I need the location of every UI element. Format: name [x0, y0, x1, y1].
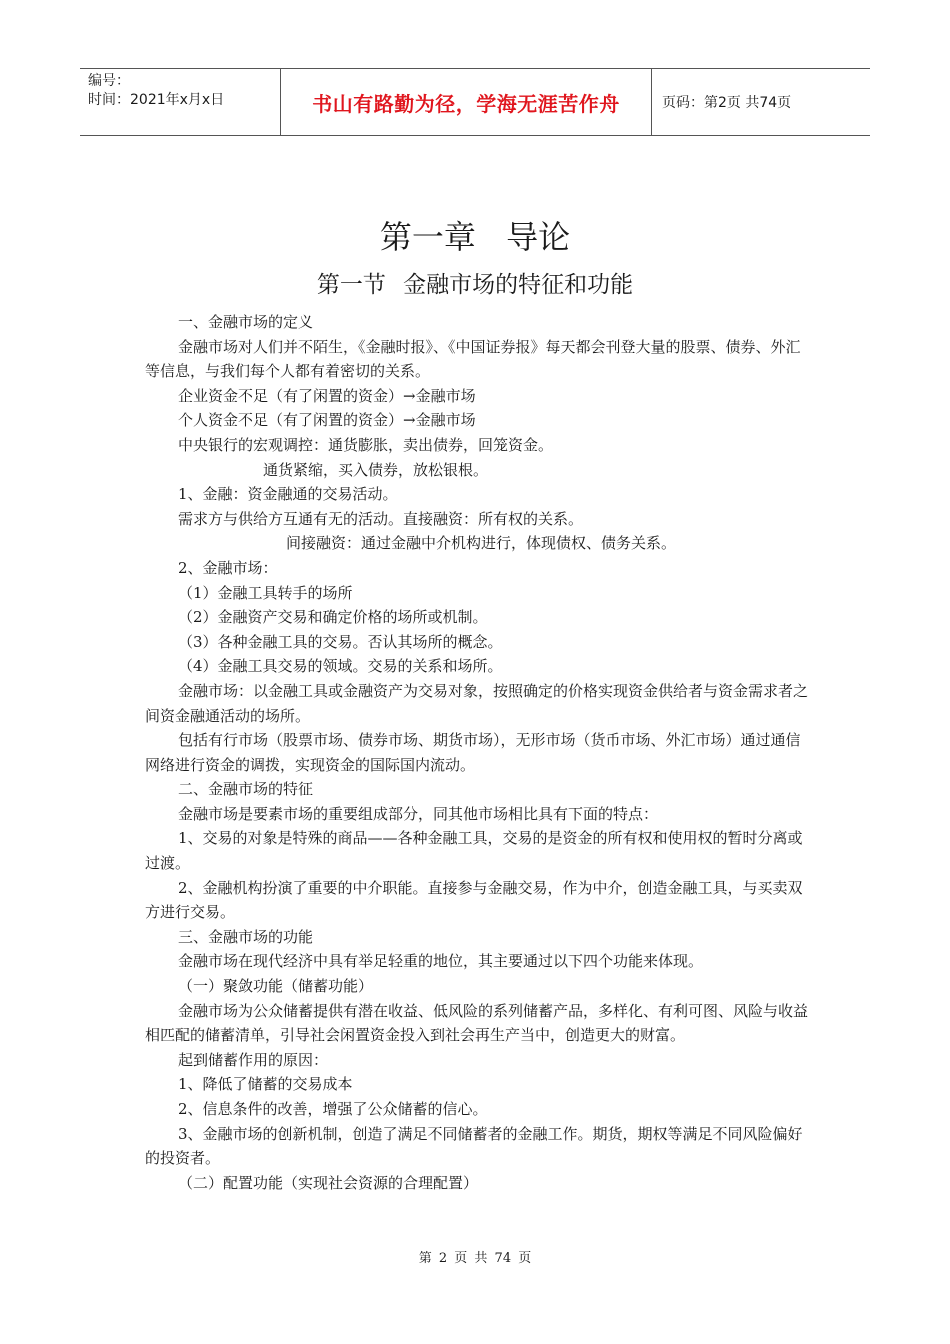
subheading: （一）聚敛功能（储蓄功能） — [178, 977, 374, 996]
list-item: （3）各种金融工具的交易。否认其场所的概念。 — [178, 632, 503, 651]
paragraph: 起到储蓄作用的原因： — [178, 1050, 329, 1069]
heading-functions: 三、金融市场的功能 — [178, 927, 314, 946]
paragraph: 企业资金不足（有了闲置的资金）→金融市场 — [178, 386, 476, 405]
paragraph: 需求方与供给方互通有无的活动。直接融资：所有权的关系。 — [178, 509, 584, 528]
paragraph: 金融市场在现代经济中具有举足轻重的地位，其主要通过以下四个功能来体现。 — [178, 952, 704, 971]
paragraph: 2、金融市场： — [178, 558, 278, 577]
document-body — [145, 310, 810, 1195]
paragraph: 2、金融机构扮演了重要的中介职能。直接参与金融交易，作为中介，创造金融工具，与买卖双方进行交易。 — [145, 878, 803, 922]
heading-definition: 一、金融市场的定义 — [178, 313, 314, 331]
page-footer: 第 2 页 共 74 页 — [418, 1251, 532, 1266]
paragraph: 包括有行市场（股票市场、债券市场、期货市场），无形市场（货币市场、外汇市场）通过通信网络进行资金的调拨，实现资金的国际国内流动。 — [145, 731, 801, 774]
paragraph: 金融市场是要素市场的重要组成部分，同其他市场相比具有下面的特点： — [178, 804, 659, 823]
paragraph: 金融市场对人们并不陌生，《金融时报》、《中国证券报》每天都会刊登大量的股票、债券、外汇等信息，与我们每个人都有着密切的关系。 — [145, 337, 801, 381]
list-item: 3、金融市场的创新机制，创造了满足不同储蓄者的金融工作。期货，期权等满足不同风险偏好的投资者。 — [145, 1124, 803, 1168]
paragraph: 金融市场为公众储蓄提供有潜在收益、低风险的系列储蓄产品，多样化、有利可图、风险与收益相匹配的储蓄清单，引导社会闲置资金投入到社会再生产当中，创造更大的财富。 — [145, 1001, 809, 1045]
header-page-number: 页码：第2页 共74页 — [662, 95, 792, 111]
list-item: （2）金融资产交易和确定价格的场所或机制。 — [178, 608, 488, 627]
paragraph: 通货紧缩，买入债券，放松银根。 — [263, 460, 489, 479]
header-motto: 书山有路勤为径，学海无涯苦作舟 — [280, 69, 652, 135]
paragraph: 间接融资：通过金融中介机构进行，体现债权、债务关系。 — [286, 534, 677, 553]
header-date: 时间：2021年x月x日 — [88, 92, 225, 108]
chapter-title: 第一章 导论 — [379, 218, 571, 256]
paragraph: 中央银行的宏观调控：通货膨胀，卖出债券，回笼资金。 — [178, 435, 554, 454]
page-header — [80, 68, 870, 136]
list-item: 1、降低了储蓄的交易成本 — [178, 1075, 353, 1094]
heading-features: 二、金融市场的特征 — [178, 780, 314, 799]
header-info — [80, 69, 280, 135]
header-number: 编号： — [88, 73, 130, 89]
list-item: 2、信息条件的改善，增强了公众储蓄的信心。 — [178, 1100, 488, 1118]
paragraph: 1、金融：资金融通的交易活动。 — [178, 485, 398, 504]
paragraph: 金融市场：以金融工具或金融资产为交易对象，按照确定的价格实现资金供给者与资金需求者之间资金融通活动的场所。 — [145, 681, 809, 725]
list-item: （1）金融工具转手的场所 — [178, 583, 353, 602]
list-item: （4）金融工具交易的领域。交易的关系和场所。 — [178, 657, 503, 676]
section-title: 第一节 金融市场的特征和功能 — [316, 272, 634, 298]
paragraph: 个人资金不足（有了闲置的资金）→金融市场 — [178, 411, 476, 430]
paragraph: 1、交易的对象是特殊的商品——各种金融工具，交易的是资金的所有权和使用权的暂时分离或过渡。 — [145, 829, 803, 873]
subheading: （二）配置功能（实现社会资源的合理配置） — [178, 1173, 479, 1192]
